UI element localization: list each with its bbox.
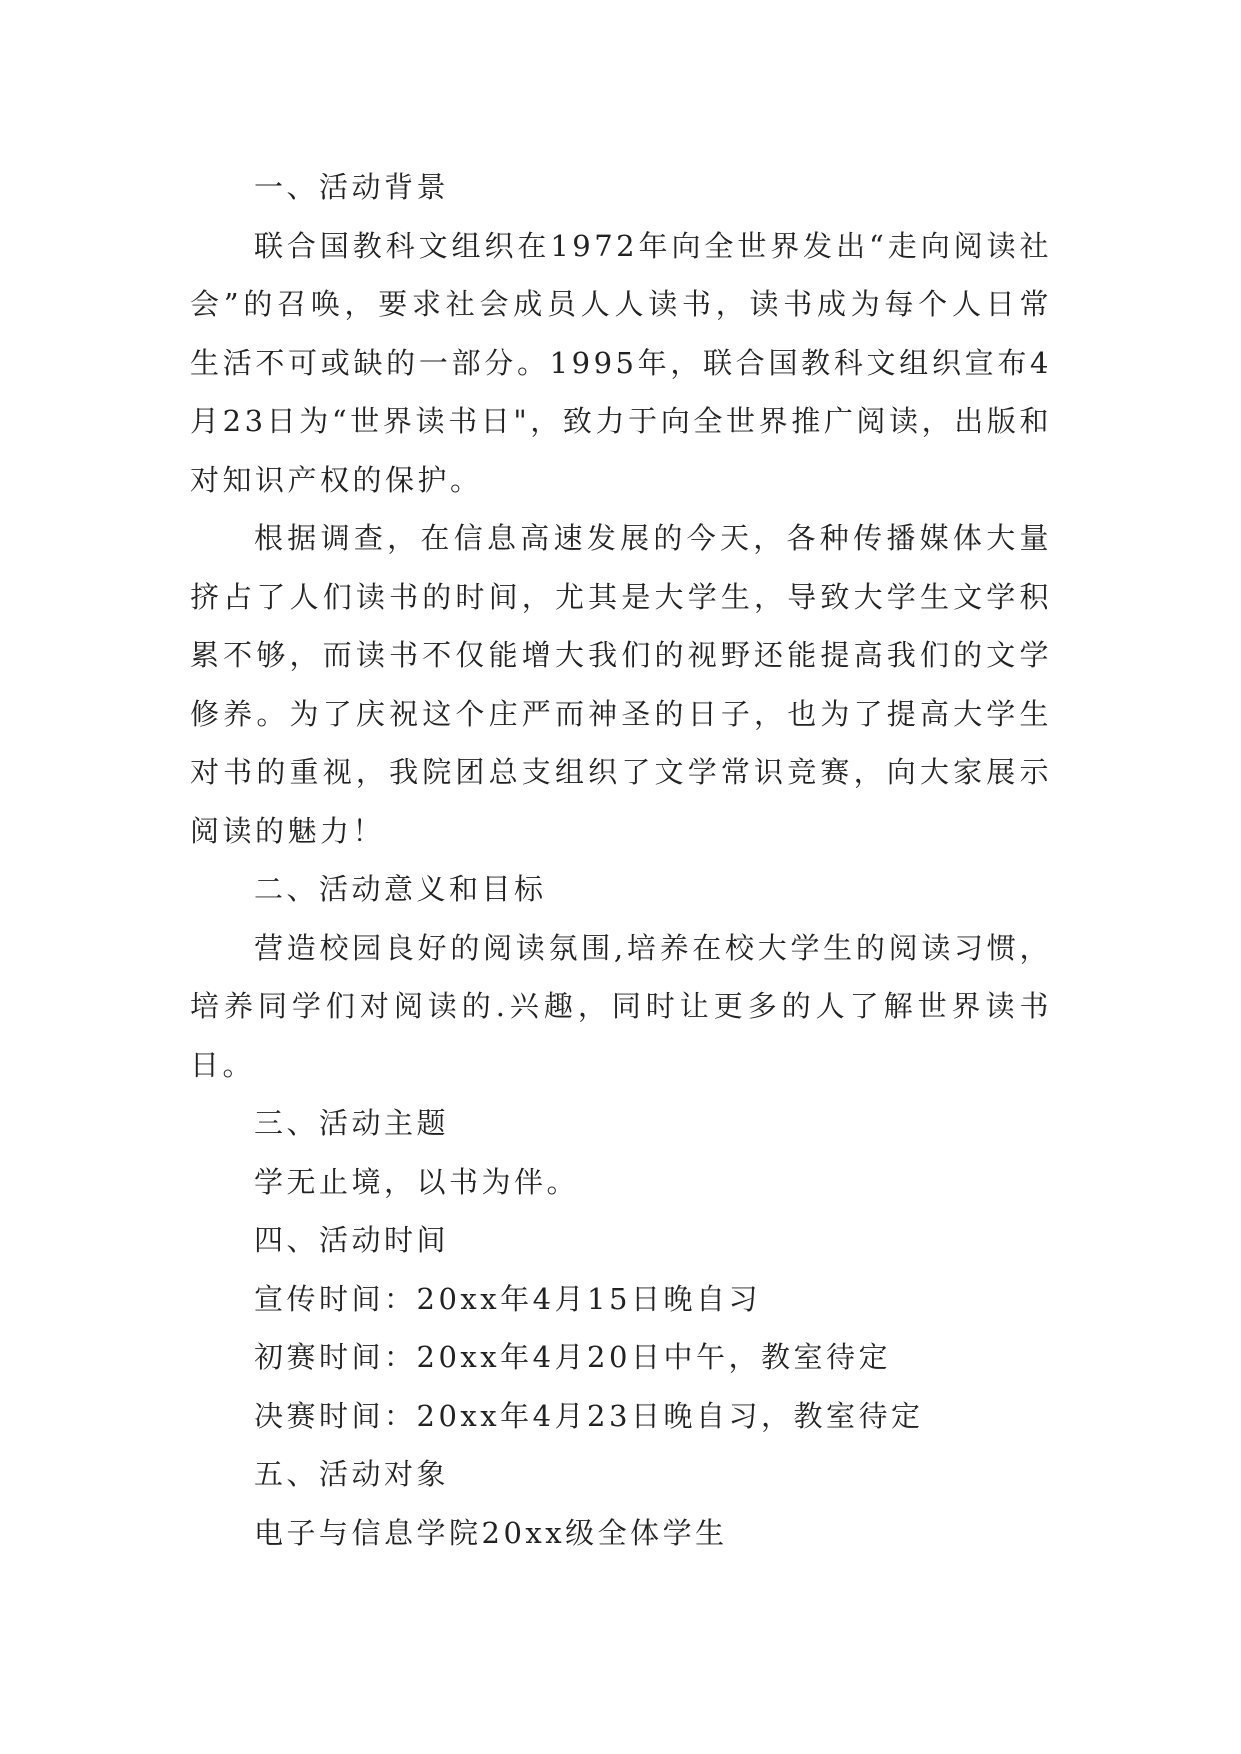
paragraph: 电子与信息学院20xx级全体学生 <box>254 1515 728 1550</box>
section-heading: 四、活动时间 <box>254 1223 450 1257</box>
paragraph: 宣传时间：20xx年4月15日晚自习 <box>254 1281 761 1316</box>
paragraph: 根据调查，在信息高速发展的今天，各种传播媒体大量挤占了人们读书的时间，尤其是大学生，导致大学生文学积累不够，而读书不仅能增大我们的视野还能提高我们的文学修养。为了庆祝这个庄严而神圣的日子，也为了提高大学生对书的重视，我院团总支组织了文学常识竞赛，向大家展示阅读的魅力！ <box>190 521 1052 848</box>
section-heading: 一、活动背景 <box>254 170 450 204</box>
section-heading: 二、活动意义和目标 <box>254 872 547 906</box>
paragraph: 学无止境，以书为伴。 <box>254 1164 580 1199</box>
paragraph: 决赛时间：20xx年4月23日晚自习，教室待定 <box>254 1398 924 1433</box>
section-heading: 三、活动主题 <box>254 1106 450 1140</box>
section-heading: 五、活动对象 <box>254 1457 450 1491</box>
paragraph: 初赛时间：20xx年4月20日中午，教室待定 <box>254 1340 891 1374</box>
document-body <box>190 158 1052 1562</box>
paragraph: 联合国教科文组织在1972年向全世界发出“走向阅读社会”的召唤，要求社会成员人人读书，读书成为每个人日常生活不可或缺的一部分。1995年，联合国教科文组织宣布4月23日为“世界读书日"，致力于向全世界推广阅读，出版和对知识产权的保护。 <box>190 228 1052 497</box>
paragraph: 营造校园良好的阅读氛围,培养在校大学生的阅读习惯，培养同学们对阅读的.兴趣，同时让更多的人了解世界读书日。 <box>190 930 1052 1082</box>
